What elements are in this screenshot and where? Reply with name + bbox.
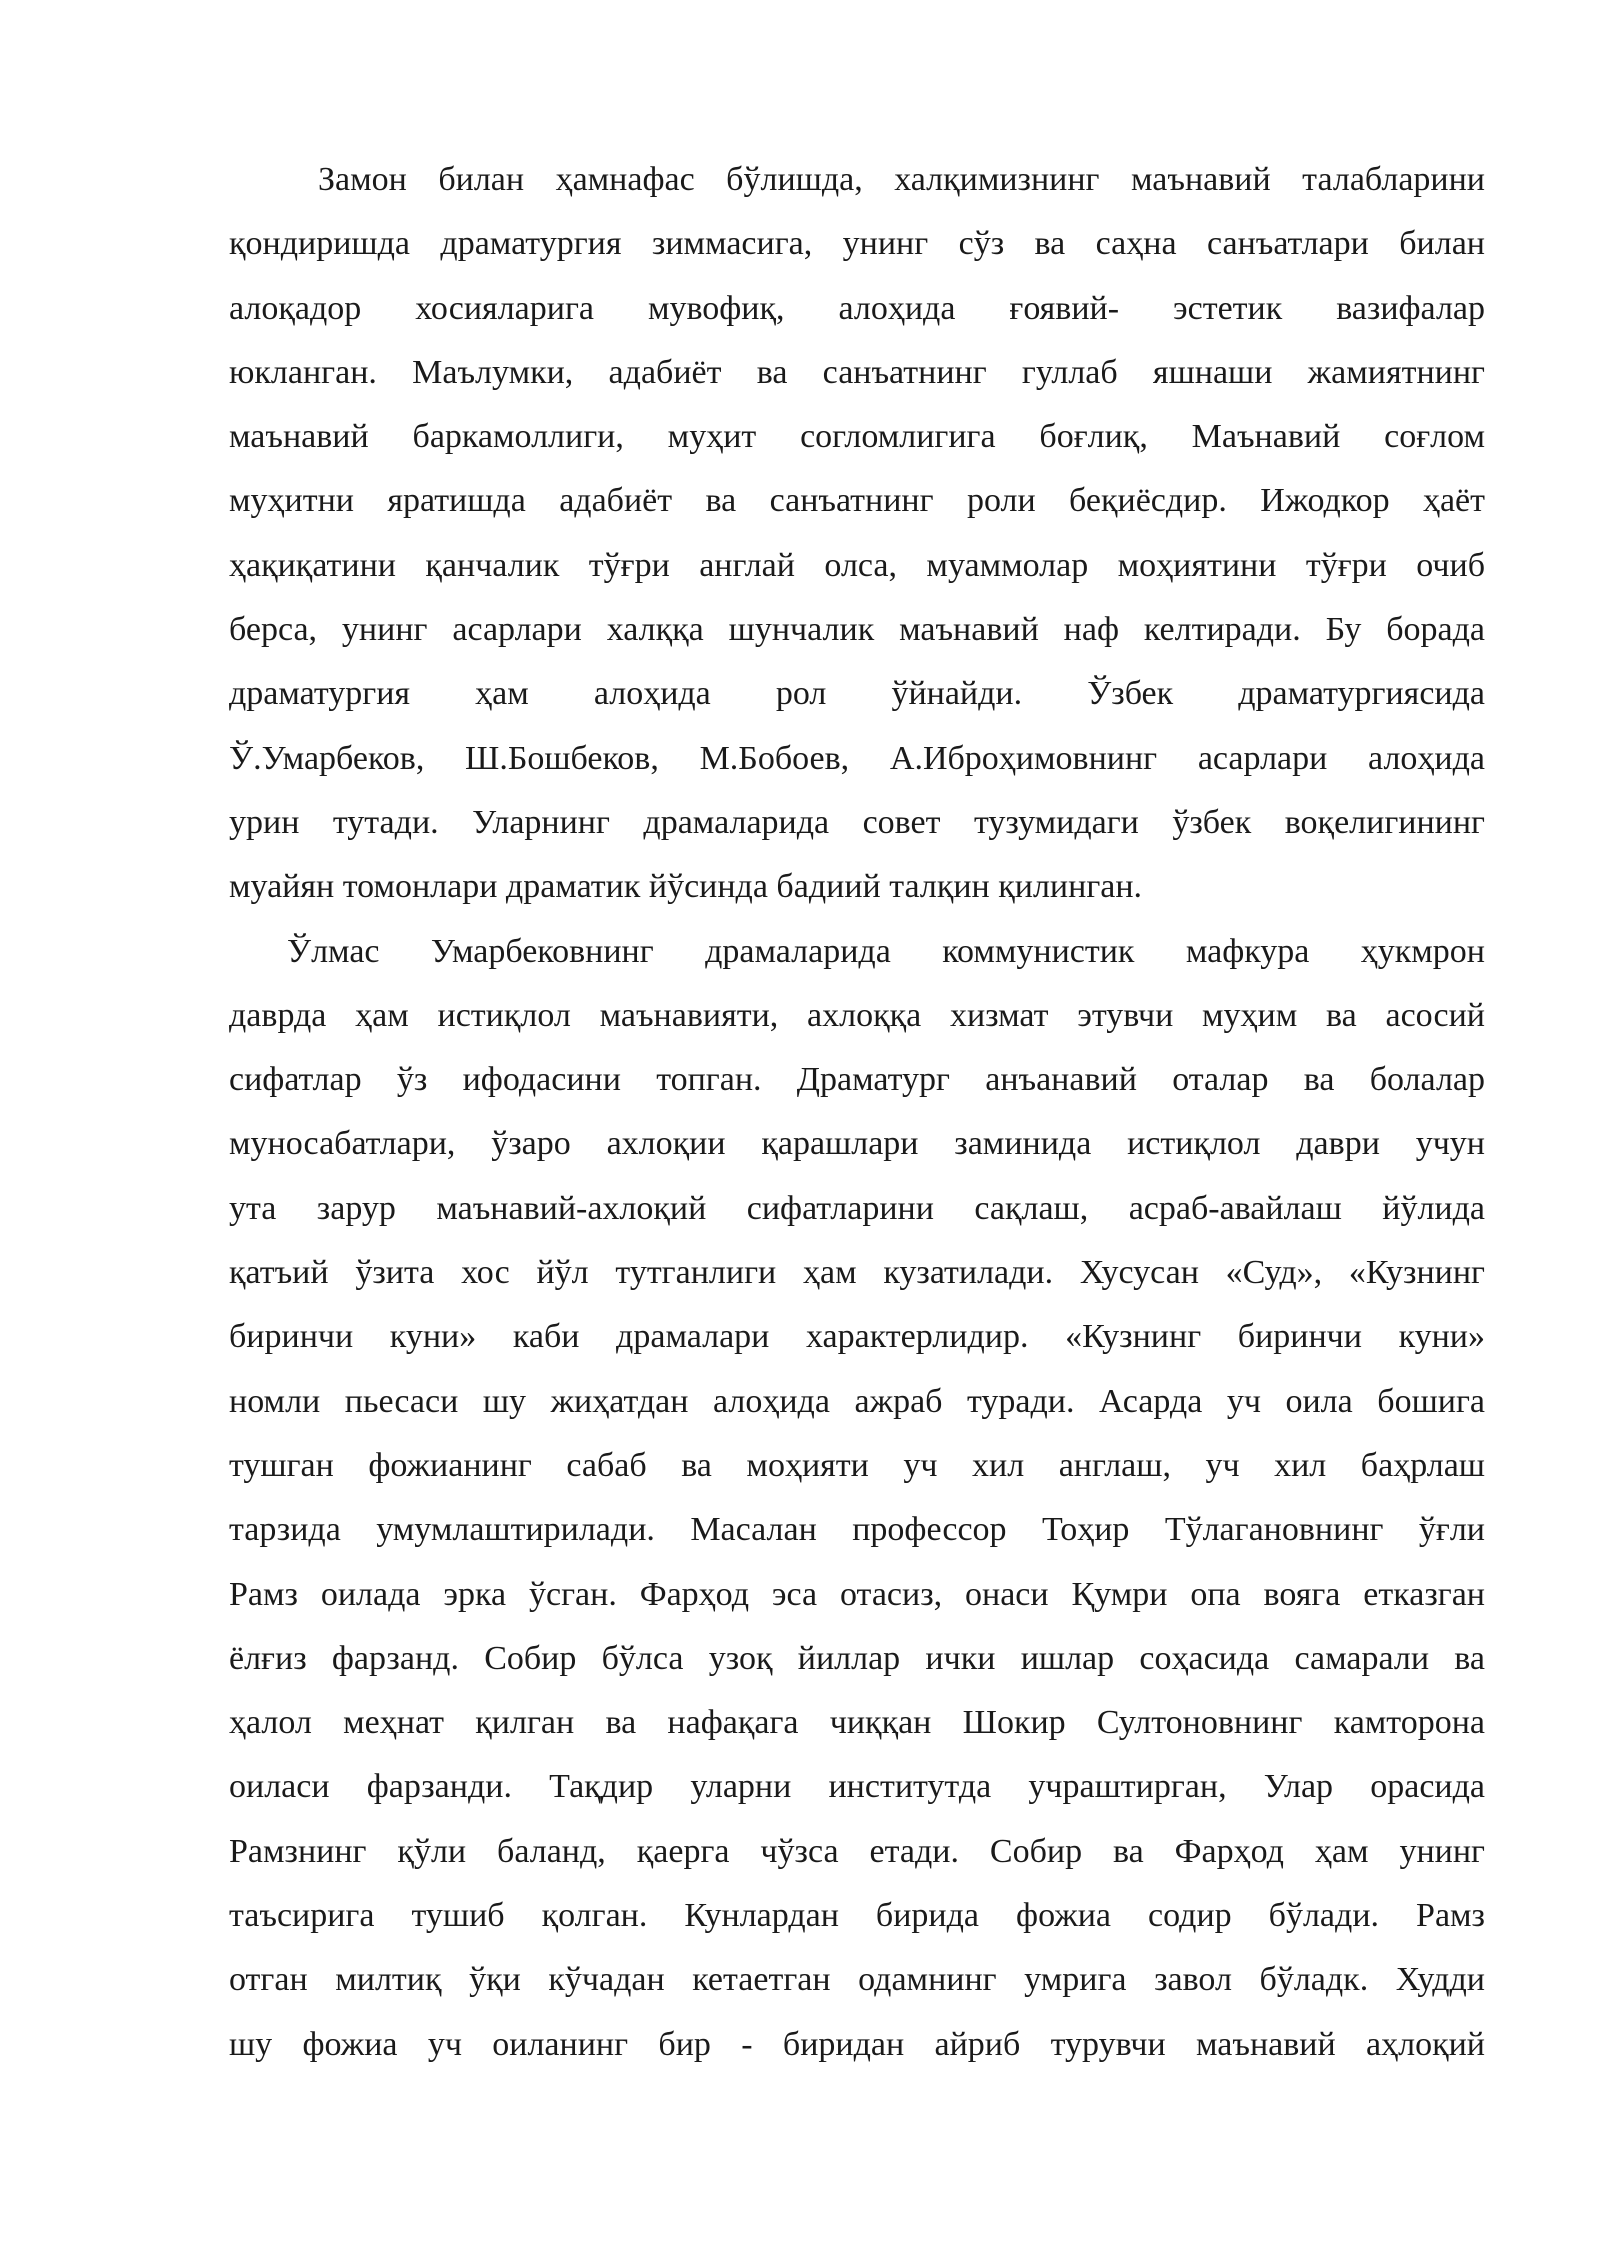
body-text — [229, 148, 1485, 2077]
text-line: маънавий баркамоллиги, муҳит согломлигига боғлиқ, Маънавий соғлом — [229, 418, 1485, 456]
text-line: Замон билан ҳамнафас бўлишда, халқимизнинг маънавий талабларини — [318, 161, 1485, 198]
text-line: сифатлар ўз ифодасини топган. Драматург анъанавий оталар ва болалар — [229, 1061, 1485, 1099]
text-line: драматургия ҳам алоҳида рол ўйнайди. Ўзбек драматургиясида — [229, 675, 1485, 713]
paragraph-1 — [229, 148, 1485, 920]
text-line: ёлғиз фарзанд. Собир бўлса узоқ йиллар ички ишлар соҳасида самарали ва — [229, 1639, 1485, 1677]
text-line: биринчи куни» каби драмалари характерлидир. «Кузнинг биринчи куни» — [229, 1318, 1485, 1356]
text-line: муҳитни яратишда адабиёт ва санъатнинг роли беқиёсдир. Ижодкор ҳаёт — [229, 482, 1485, 520]
text-line: таъсирига тушиб қолган. Кунлардан бирида фожиа содир бўлади. Рамз — [229, 1897, 1485, 1935]
text-line: муайян томонлари драматик йўсинда бадиий талқин қилинган. — [229, 868, 1143, 906]
text-line: ҳақиқатини қанчалик тўғри англай олса, муаммолар моҳиятини тўғри очиб — [229, 546, 1485, 584]
text-line: даврда ҳам истиқлол маънавияти, ахлоққа хизмат этувчи муҳим ва асосий — [229, 996, 1485, 1034]
text-line: юкланган. Маълумки, адабиёт ва санъатнинг гуллаб яшнаши жамиятнинг — [229, 353, 1485, 391]
text-line: алоқадор хосияларига мувофиқ, алоҳида ғоявий- эстетик вазифалар — [229, 289, 1485, 327]
text-line: урин тутади. Уларнинг драмаларида совет тузумидаги ўзбек воқелигининг — [229, 803, 1485, 841]
paragraph-2 — [229, 920, 1485, 2077]
text-line: номли пьесаси шу жиҳатдан алоҳида ажраб туради. Асарда уч оила бошига — [229, 1382, 1485, 1420]
text-line: Ў.Умарбеков, Ш.Бошбеков, М.Бобоев, А.Иброҳимовнинг асарлари алоҳида — [229, 739, 1485, 777]
text-line: Ўлмас Умарбековнинг драмаларида коммунистик мафкура ҳукмрон — [287, 932, 1485, 970]
text-line: қондиришда драматургия зиммасига, унинг сўз ва саҳна санъатлари билан — [229, 225, 1485, 263]
text-line: Рамз оилада эрка ўсган. Фарҳод эса отасиз, онаси Қумри опа вояга етказган — [229, 1575, 1485, 1613]
text-line: шу фожиа уч оиланинг бир - биридан айриб турувчи маънавий аҳлоқий — [229, 2025, 1485, 2063]
text-line: отган милтиқ ўқи кўчадан кетаетган одамнинг умрига завол бўладк. Худди — [229, 1961, 1485, 1999]
text-line: Рамзнинг қўли баланд, қаерга чўзса етади. Собир ва Фарҳод ҳам унинг — [229, 1832, 1485, 1870]
text-line: ута зарур маънавий-ахлоқий сифатларини сақлаш, асраб-авайлаш йўлида — [229, 1189, 1485, 1227]
text-line: тушган фожианинг сабаб ва моҳияти уч хил англаш, уч хил баҳрлаш — [229, 1446, 1485, 1484]
text-line: муносабатлари, ўзаро ахлоқии қарашлари заминида истиқлол даври учун — [229, 1125, 1485, 1163]
text-line: тарзида умумлаштирилади. Масалан профессор Тоҳир Тўлагановнинг ўғли — [229, 1511, 1485, 1549]
text-line: қатъий ўзита хос йўл тутганлиги ҳам кузатилади. Хусусан «Суд», «Кузнинг — [229, 1254, 1485, 1292]
text-line: берса, унинг асарлари халққа шунчалик маънавий наф келтиради. Бу борада — [229, 611, 1485, 649]
text-line: ҳалол меҳнат қилган ва нафақага чиққан Шокир Султоновнинг камторона — [229, 1704, 1485, 1742]
text-line: оиласи фарзанди. Тақдир уларни институтда учраштирган, Улар орасида — [229, 1768, 1485, 1806]
